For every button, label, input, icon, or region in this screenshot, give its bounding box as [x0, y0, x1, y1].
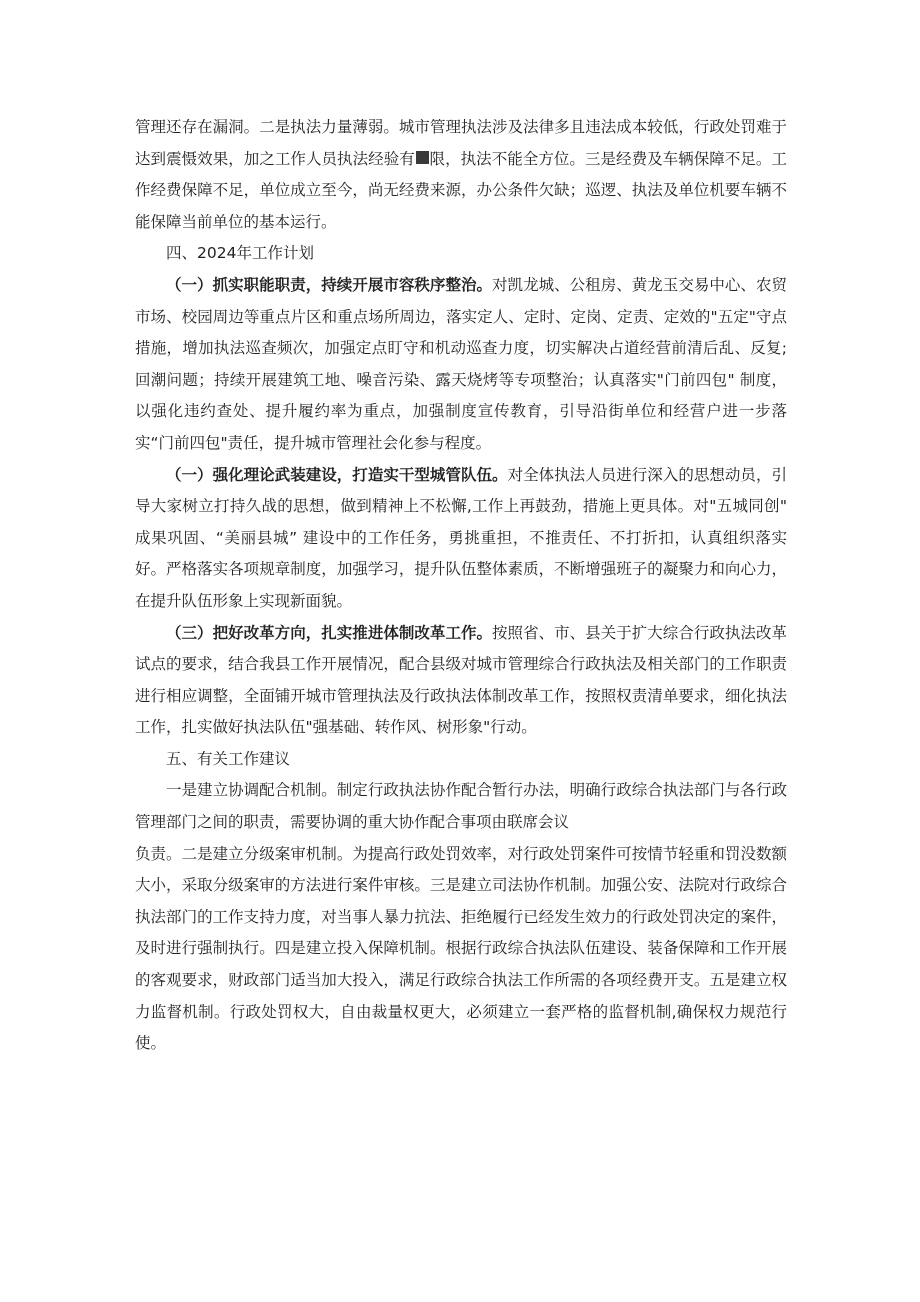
paragraph-suggestions-part-2: 负责。二是建立分级案审机制。为提高行政处罚效率，对行政处罚案件可按情节轻重和罚没数额大小，采取分级案审的方法进行案件审核。三是建立司法协作机制。加强公安、法院对行政综合执法部门的工作支持力度，对当事人暴力抗法、拒绝履行已经发生效力的行政处罚决定的案件，及时进行强制执行。四是建立投入保障机制。根据行政综合执法队伍建设、装备保障和工作开展的客观要求，财政部门适当加大投入，满足行政综合执法工作所需的各项经费开支。五是建立权力监督机制。行政处罚权大，自由裁量权更大，必须建立一套严格的监督机制,确保权力规范行使。 — [135, 844, 787, 1053]
paragraph-plan-item-2 — [135, 460, 787, 618]
paragraph-problems-continued — [135, 112, 787, 238]
paragraph-text: 限，执法不能全方位。三是经费及车辆保障不足。工作经费保障不足，单位成立至今，尚无经费来源，办公条件欠缺；巡逻、执法及单位机要车辆不能保障当前单位的基本运行。 — [135, 149, 787, 231]
plan-item-1-title: （一）抓实职能职责，持续开展市容秩序整治。 — [166, 275, 493, 294]
plan-item-2-title: （一）强化理论武装建设，打造实干型城管队伍。 — [166, 465, 508, 484]
paragraph-plan-item-3 — [135, 618, 787, 744]
redaction-mark-icon — [416, 151, 429, 164]
document-body — [135, 112, 787, 1060]
section-heading-work-plan: 四、2024年工作计划 — [166, 244, 314, 263]
plan-item-2-body: 对全体执法人员进行深入的思想动员，引导大家树立打持久战的思想，做到精神上不松懈,工作上再鼓劲，措施上更具体。对"五城同创" 成果巩固、“美丽县城” 建设中的工作任务，勇挑重担，不推责任、不打折扣，认真组织落实好。严格落实各项规章制度，加强学习，提升队伍整体素质，不断增强班子的凝聚力和向心力，在提升队伍形象上实现新面貌。 — [135, 465, 787, 610]
paragraph-plan-item-1 — [135, 270, 787, 460]
plan-item-3-title: （三）把好改革方向，扎实推进体制改革工作。 — [166, 623, 493, 642]
plan-item-3-body: 按照省、市、县关于扩大综合行政执法改革试点的要求，结合我县工作开展情况，配合县级对城市管理综合行政执法及相关部门的工作职责进行相应调整，全面铺开城市管理执法及行政执法体制改革工作，按照权责清单要求，细化执法工作，扎实做好执法队伍"强基础、转作风、树形象"行动。 — [135, 623, 787, 737]
paragraph-suggestions-part-1: 一是建立协调配合机制。制定行政执法协作配合暂行办法，明确行政综合执法部门与各行政管理部门之间的职责，需要协调的重大协作配合事项由联席会议 — [135, 781, 787, 832]
paragraph-text: 管理还存在漏洞。二是执法力量薄弱。城市管理执法涉及法律多且违法成本较低，行政处罚难于达到震慑效果，加之工作人员执法经验有 — [135, 118, 787, 168]
section-heading-suggestions: 五、有关工作建议 — [166, 749, 291, 768]
plan-item-1-body: 对凯龙城、公租房、黄龙玉交易中心、农贸市场、校园周边等重点片区和重点场所周边，落实定人、定时、定岗、定责、定效的"五定"守点措施，增加执法巡查频次，加强定点盯守和机动巡查力度，切实解决占道经营前清后乱、反复;回潮问题；持续开展建筑工地、噪音污染、露天烧烤等专项整治；认真落实"门前四包" 制度，以强化违约查处、提升履约率为重点，加强制度宣传教育，引导沿街单位和经营户进一步落实“门前四包"责任，提升城市管理社会化参与程度。 — [135, 275, 787, 452]
